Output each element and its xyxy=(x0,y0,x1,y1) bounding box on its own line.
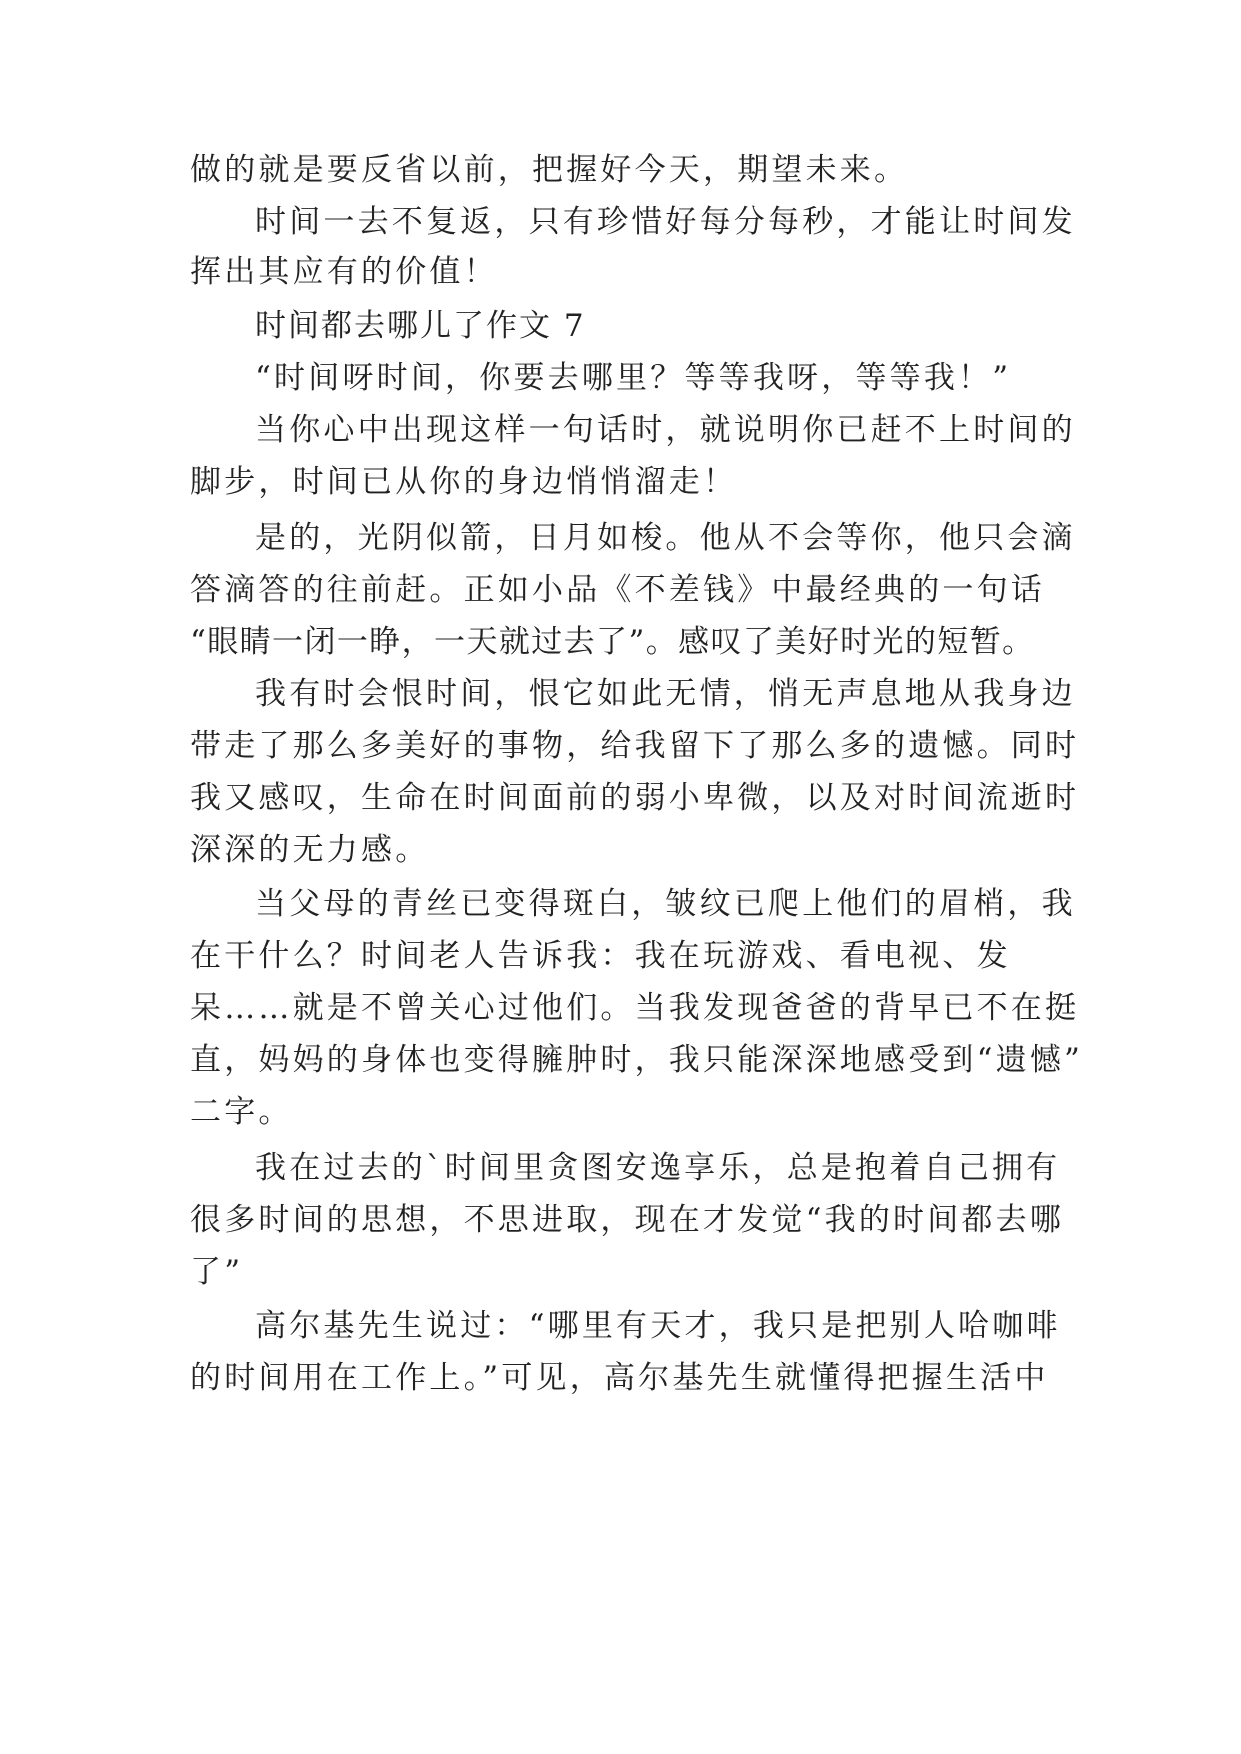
text-line: 做的就是要反省以前，把握好今天，期望未来。 xyxy=(190,152,909,188)
section-heading: 时间都去哪儿了作文 7 xyxy=(255,308,586,344)
text-line: “时间呀时间，你要去哪里？等等我呀，等等我！” xyxy=(255,360,1012,396)
text-line: 很多时间的思想，不思进取，现在才发觉“我的时间都去哪 xyxy=(190,1202,1065,1238)
text-line: 答滴答的往前赶。正如小品《不差钱》中最经典的一句话 xyxy=(190,572,1045,608)
text-line: 了” xyxy=(190,1254,244,1290)
text-line: 二字。 xyxy=(190,1094,293,1130)
text-line: 在干什么？时间老人告诉我：我在玩游戏、看电视、发 xyxy=(190,938,1011,974)
text-line: 高尔基先生说过：“哪里有天才，我只是把别人哈咖啡 xyxy=(255,1308,1061,1344)
text-line: 脚步，时间已从你的身边悄悄溜走！ xyxy=(190,464,738,500)
text-line: 的时间用在工作上。”可见，高尔基先生就懂得把握生活中 xyxy=(190,1360,1049,1396)
text-line: 我又感叹，生命在时间面前的弱小卑微，以及对时间流逝时 xyxy=(190,780,1080,816)
text-line: 是的，光阴似箭，日月如梭。他从不会等你，他只会滴 xyxy=(255,520,1076,556)
text-line: “眼睛一闭一睁，一天就过去了”。感叹了美好时光的短暂。 xyxy=(190,624,1035,660)
text-line: 我有时会恨时间，恨它如此无情，悄无声息地从我身边 xyxy=(255,676,1076,712)
text-line: 我在过去的`时间里贪图安逸享乐，总是抱着自己拥有 xyxy=(255,1150,1061,1186)
text-line: 时间一去不复返，只有珍惜好每分每秒，才能让时间发 xyxy=(255,204,1076,240)
text-line: 深深的无力感。 xyxy=(190,832,430,868)
text-line: 呆……就是不曾关心过他们。当我发现爸爸的背早已不在挺 xyxy=(190,990,1080,1026)
text-line: 直，妈妈的身体也变得臃肿时，我只能深深地感受到“遗憾” xyxy=(190,1042,1084,1078)
text-line: 当父母的青丝已变得斑白，皱纹已爬上他们的眉梢，我 xyxy=(255,886,1076,922)
text-line: 当你心中出现这样一句话时，就说明你已赶不上时间的 xyxy=(255,412,1076,448)
text-line: 带走了那么多美好的事物，给我留下了那么多的遗憾。同时 xyxy=(190,728,1080,764)
text-line: 挥出其应有的价值！ xyxy=(190,254,498,290)
